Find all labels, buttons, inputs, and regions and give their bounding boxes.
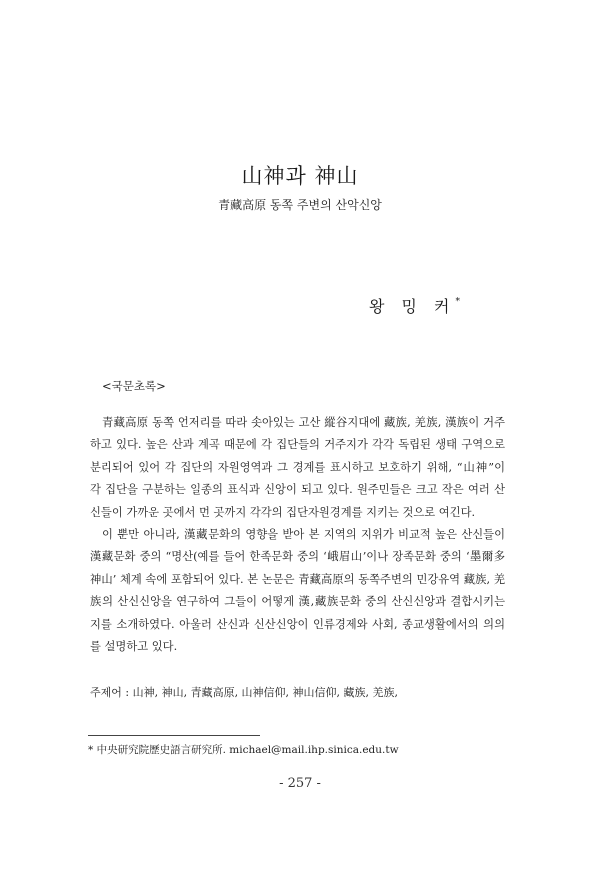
abstract-body bbox=[90, 412, 505, 658]
author-name: 왕 밍 커 bbox=[368, 297, 456, 316]
author-footnote-mark: * bbox=[455, 296, 460, 307]
footnote-divider bbox=[88, 735, 260, 736]
page-number: - 257 - bbox=[279, 776, 321, 791]
abstract-heading: <국문초록> bbox=[102, 379, 166, 393]
paper-subtitle: 青藏高原 동쪽 주변의 산악신앙 bbox=[218, 198, 382, 212]
author bbox=[369, 294, 460, 317]
footnote: * 中央研究院歷史語言研究所. michael@mail.ihp.sinica.edu.tw bbox=[88, 744, 399, 756]
keywords: 주제어 : 山神, 神山, 青藏高原, 山神信仰, 神山信仰, 藏族, 羌族, bbox=[90, 686, 399, 699]
paper-title: 山神과 神山 bbox=[241, 164, 359, 188]
abstract-paragraph: 이 뿐만 아니라, 漢藏문화의 영향을 받아 본 지역의 지위가 비교적 높은 산신들이 漢藏문화 중의 “명산(예를 들어 한족문화 중의 ‘峨眉山’이나 장족문화 중의 ‘墨爾多神山’ 체계 속에 포함되어 있다. 본 논문은 青藏高原의 동쪽주변의 민강유역 藏族, 羌族의 산신신앙을 연구하여 그들이 어떻게 漢,藏族문화 중의 산신신앙과 결합시키는지를 소개하였다. 아울러 산신과 신산신앙이 인류경제와 사회, 종교생활에서의 의의를 설명하고 있다. bbox=[90, 528, 505, 654]
abstract-paragraph: 青藏高原 동쪽 언저리를 따라 솟아있는 고산 縱谷지대에 藏族, 羌族, 漢族이 거주하고 있다. 높은 산과 계곡 때문에 각 집단들의 거주지가 각각 독립된 생태 구역으로 분리되어 있어 각 집단의 자원영역과 그 경계를 표시하고 보호하기 위해, “山神”이 각 집단을 구분하는 일종의 표식과 신앙이 되고 있다. 원주민들은 크고 작은 여러 산신들이 가까운 곳에서 먼 곳까지 각각의 집단자원경계를 지키는 것으로 여긴다. bbox=[90, 416, 505, 519]
